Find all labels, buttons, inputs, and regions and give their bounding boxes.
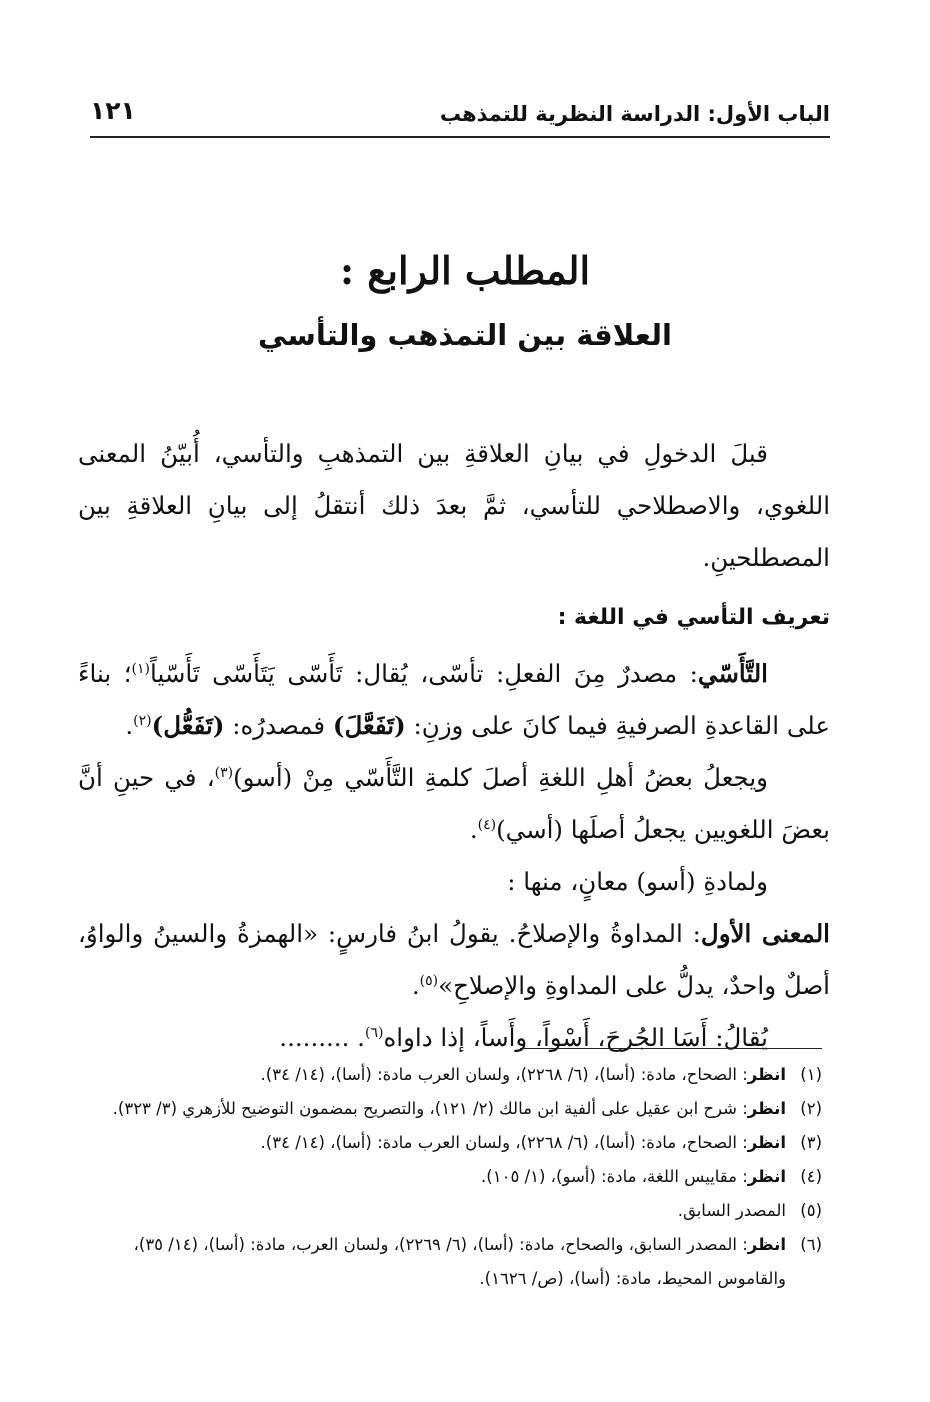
- paragraph-meanings: ولمادةِ (أسو) معانٍ، منها :: [507, 867, 768, 896]
- footnote-item: (٤) انظر: مقاييس اللغة، مادة: (أسو)، (١/ ١٠٥).: [481, 1167, 822, 1186]
- footnote-item: (٣) انظر: الصحاح، مادة: (أسا)، (٦/ ٢٢٦٨)، ولسان العرب مادة: (أسا)، (١٤/ ٣٤).: [260, 1133, 822, 1152]
- footnote-ref: (٣): [214, 764, 234, 781]
- footnote-ref: (٤): [477, 816, 497, 833]
- continuation-dots: .........: [279, 1023, 350, 1052]
- header-rule: [90, 136, 830, 138]
- paragraph-root: ويجعلُ بعضُ أهلِ اللغةِ أصلَ كلمةِ التَّأَسّي مِنْ (أسو)$^{(٣)}$، في حينِ أنَّ بعضَ اللغويين يجعلُ أصلَها (أسي)$^{(٤)}$.: [78, 763, 830, 844]
- footnote-ref: (٢): [133, 712, 152, 729]
- footnote-rule: [520, 1048, 822, 1049]
- section-subtitle: العلاقة بين التمذهب والتأسي: [257, 318, 672, 352]
- paragraph-definition: التَّأَسّي: مصدرٌ مِنَ الفعلِ: تأسّى، يُقال: تَأَسّى يَتَأَسّى تَأَسّياً$^{(١)}$؛ بناءً على القاعدةِ الصرفيةِ فيما كانَ على وزنِ: (تَفَعَّلَ) فمصدرُه: (تَفَعُّل)$^{(٢)}$.: [78, 659, 830, 740]
- section-title: المطلب الرابع :: [339, 248, 591, 293]
- paragraph-first-meaning: المعنى الأول: المداوةُ والإصلاحُ. يقولُ ابنُ فارسٍ: «الهمزةُ والسينُ والواوُ، أصلٌ واحدٌ، يدلُّ على المداوةِ والإصلاحِ»$^{(٥)}$.: [78, 919, 830, 1000]
- footnote-item: (٢) انظر: شرح ابن عقيل على ألفية ابن مالك (٢/ ١٢١)، والتصريح بمضمون التوضيح للأزهري (٣/ ٣٢٣).: [112, 1099, 822, 1118]
- footnote-ref: (٦): [364, 1024, 384, 1041]
- subheading-language: تعريف التأسي في اللغة :: [557, 605, 830, 630]
- intro-paragraph: قبلَ الدخولِ في بيانِ العلاقةِ بين التمذهبِ والتأسي، أُبيّنُ المعنى اللغوي، والاصطلاحي للتأسي، ثمَّ بعدَ ذلك أنتقلُ إلى بيانِ العلاقةِ بين المصطلحينِ.: [78, 439, 830, 572]
- body-text: [78, 428, 830, 1064]
- footnote-ref: (١): [131, 660, 150, 677]
- running-header-title: الباب الأول: الدراسة النظرية للتمذهب: [439, 102, 830, 126]
- footnote-item: (٦) انظر: المصدر السابق، والصحاح، مادة: (أسا)، (٦/ ٢٢٦٩)، ولسان العرب، مادة: (أسا)، (١٤/ ٣٥)، والقاموس المحيط، مادة: (أسا)، (ص/ ١٦٢٦).: [133, 1235, 822, 1288]
- page-number: ١٢١: [90, 96, 136, 125]
- footnote-item: (٥) المصدر السابق.: [677, 1201, 822, 1220]
- paragraph-example: يُقالُ: أَسَا الجُرحَ، أَسْواً، وأَساً، إذا داواه$^{(٦)}$. .........: [279, 1023, 768, 1052]
- footnote-item: (١) انظر: الصحاح، مادة: (أسا)، (٦/ ٢٢٦٨)، ولسان العرب مادة: (أسا)، (١٤/ ٣٤).: [260, 1065, 822, 1084]
- meaning-label: المعنى الأول: [700, 919, 830, 948]
- footnotes: [84, 1058, 822, 1296]
- defined-term: التَّأَسّي: [697, 659, 768, 688]
- running-header: [90, 92, 830, 138]
- footnote-ref: (٥): [419, 972, 439, 989]
